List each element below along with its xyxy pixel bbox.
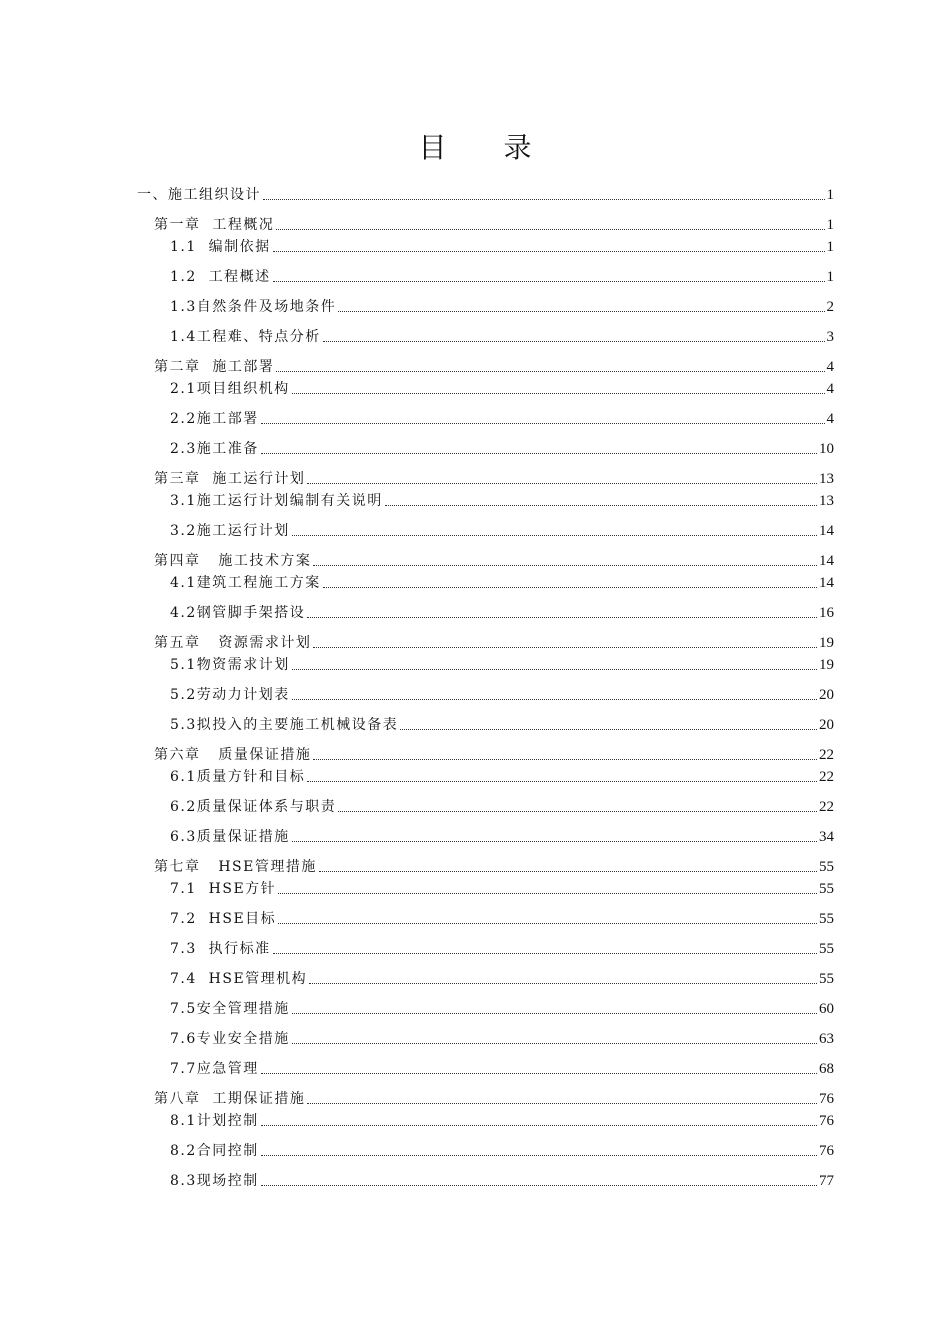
toc-leader-dots bbox=[261, 423, 825, 424]
toc-section-entry[interactable] bbox=[137, 717, 834, 733]
toc-entry-label: 第二章 施工部署 bbox=[154, 359, 275, 375]
toc-page-number: 13 bbox=[819, 471, 834, 487]
toc-chapter-entry[interactable] bbox=[137, 553, 834, 569]
toc-entry-label: 4.1建筑工程施工方案 bbox=[170, 575, 321, 591]
toc-page-number: 1 bbox=[826, 217, 834, 233]
toc-entry-label: 7.2 HSE目标 bbox=[170, 911, 277, 927]
toc-section-entry[interactable] bbox=[137, 329, 834, 345]
toc-page-number: 77 bbox=[819, 1173, 834, 1189]
toc-page-number: 76 bbox=[819, 1143, 834, 1159]
toc-leader-dots bbox=[307, 1103, 817, 1104]
toc-page-number: 60 bbox=[819, 1001, 834, 1017]
toc-chapter-entry[interactable] bbox=[137, 359, 834, 375]
toc-leader-dots bbox=[261, 1185, 817, 1186]
toc-page-number: 76 bbox=[819, 1113, 834, 1129]
toc-page-number: 19 bbox=[819, 635, 834, 651]
toc-leader-dots bbox=[273, 953, 817, 954]
toc-section-entry[interactable] bbox=[137, 1031, 834, 1047]
toc-entry-label: 6.2质量保证体系与职责 bbox=[170, 799, 337, 815]
toc-leader-dots bbox=[313, 759, 817, 760]
toc-entry-label: 4.2钢管脚手架搭设 bbox=[170, 605, 306, 621]
toc-leader-dots bbox=[292, 1013, 817, 1014]
toc-page-number: 63 bbox=[819, 1031, 834, 1047]
toc-page-number: 55 bbox=[819, 941, 834, 957]
toc-leader-dots bbox=[292, 699, 817, 700]
toc-section-entry[interactable] bbox=[137, 971, 834, 987]
toc-entry-label: 第七章 HSE管理措施 bbox=[154, 859, 317, 875]
toc-part-entry[interactable] bbox=[137, 187, 834, 203]
toc-leader-dots bbox=[278, 893, 817, 894]
toc-chapter-entry[interactable] bbox=[137, 859, 834, 875]
toc-page-number: 68 bbox=[819, 1061, 834, 1077]
table-of-contents bbox=[137, 187, 834, 1189]
toc-entry-label: 7.1 HSE方针 bbox=[170, 881, 277, 897]
toc-entry-label: 5.1物资需求计划 bbox=[170, 657, 290, 673]
toc-entry-label: 6.3质量保证措施 bbox=[170, 829, 290, 845]
toc-entry-label: 1.1 编制依据 bbox=[170, 239, 271, 255]
toc-section-entry[interactable] bbox=[137, 1143, 834, 1159]
toc-page-number: 4 bbox=[826, 411, 834, 427]
toc-page-number: 3 bbox=[826, 329, 834, 345]
toc-page-number: 2 bbox=[826, 299, 834, 315]
toc-section-entry[interactable] bbox=[137, 1113, 834, 1129]
toc-leader-dots bbox=[307, 781, 817, 782]
toc-leader-dots bbox=[400, 729, 817, 730]
toc-leader-dots bbox=[263, 199, 825, 200]
toc-page-number: 55 bbox=[819, 971, 834, 987]
toc-entry-label: 3.2施工运行计划 bbox=[170, 523, 290, 539]
toc-section-entry[interactable] bbox=[137, 881, 834, 897]
toc-leader-dots bbox=[313, 565, 817, 566]
toc-section-entry[interactable] bbox=[137, 941, 834, 957]
toc-page-number: 20 bbox=[819, 717, 834, 733]
toc-section-entry[interactable] bbox=[137, 381, 834, 397]
toc-section-entry[interactable] bbox=[137, 769, 834, 785]
toc-entry-label: 7.7应急管理 bbox=[170, 1061, 259, 1077]
toc-section-entry[interactable] bbox=[137, 441, 834, 457]
toc-entry-label: 第五章 资源需求计划 bbox=[154, 635, 312, 651]
toc-page-number: 1 bbox=[826, 239, 834, 255]
toc-leader-dots bbox=[323, 587, 817, 588]
toc-section-entry[interactable] bbox=[137, 575, 834, 591]
toc-page-number: 10 bbox=[819, 441, 834, 457]
toc-entry-label: 2.3施工准备 bbox=[170, 441, 259, 457]
toc-leader-dots bbox=[261, 1155, 817, 1156]
toc-page-number: 55 bbox=[819, 859, 834, 875]
toc-entry-label: 7.6专业安全措施 bbox=[170, 1031, 290, 1047]
toc-leader-dots bbox=[323, 341, 825, 342]
toc-entry-label: 2.2施工部署 bbox=[170, 411, 259, 427]
toc-section-entry[interactable] bbox=[137, 687, 834, 703]
toc-section-entry[interactable] bbox=[137, 269, 834, 285]
toc-section-entry[interactable] bbox=[137, 799, 834, 815]
toc-chapter-entry[interactable] bbox=[137, 747, 834, 763]
toc-page-number: 55 bbox=[819, 911, 834, 927]
toc-entry-label: 7.5安全管理措施 bbox=[170, 1001, 290, 1017]
toc-page-number: 22 bbox=[819, 769, 834, 785]
toc-page-number: 76 bbox=[819, 1091, 834, 1107]
toc-leader-dots bbox=[278, 923, 817, 924]
toc-entry-label: 5.2劳动力计划表 bbox=[170, 687, 290, 703]
toc-leader-dots bbox=[307, 617, 817, 618]
toc-chapter-entry[interactable] bbox=[137, 1091, 834, 1107]
toc-leader-dots bbox=[338, 311, 824, 312]
toc-entry-label: 2.1项目组织机构 bbox=[170, 381, 290, 397]
toc-section-entry[interactable] bbox=[137, 239, 834, 255]
toc-page-number: 55 bbox=[819, 881, 834, 897]
toc-entry-label: 1.4工程难、特点分析 bbox=[170, 329, 321, 345]
toc-section-entry[interactable] bbox=[137, 299, 834, 315]
toc-chapter-entry[interactable] bbox=[137, 635, 834, 651]
toc-page-number: 19 bbox=[819, 657, 834, 673]
toc-chapter-entry[interactable] bbox=[137, 217, 834, 233]
toc-section-entry[interactable] bbox=[137, 829, 834, 845]
toc-leader-dots bbox=[338, 811, 817, 812]
toc-entry-label: 8.2合同控制 bbox=[170, 1143, 259, 1159]
toc-section-entry[interactable] bbox=[137, 523, 834, 539]
toc-page-number: 14 bbox=[819, 553, 834, 569]
toc-entry-label: 第四章 施工技术方案 bbox=[154, 553, 312, 569]
toc-leader-dots bbox=[307, 483, 817, 484]
toc-entry-label: 第三章 施工运行计划 bbox=[154, 471, 306, 487]
toc-page-number: 16 bbox=[819, 605, 834, 621]
toc-section-entry[interactable] bbox=[137, 1061, 834, 1077]
toc-entry-label: 8.3现场控制 bbox=[170, 1173, 259, 1189]
toc-section-entry[interactable] bbox=[137, 911, 834, 927]
toc-page-number: 34 bbox=[819, 829, 834, 845]
toc-chapter-entry[interactable] bbox=[137, 471, 834, 487]
toc-page-number: 14 bbox=[819, 575, 834, 591]
toc-leader-dots bbox=[273, 281, 825, 282]
toc-entry-label: 8.1计划控制 bbox=[170, 1113, 259, 1129]
toc-leader-dots bbox=[261, 453, 817, 454]
toc-section-entry[interactable] bbox=[137, 1001, 834, 1017]
toc-page-number: 4 bbox=[826, 381, 834, 397]
toc-entry-label: 5.3拟投入的主要施工机械设备表 bbox=[170, 717, 399, 733]
toc-leader-dots bbox=[292, 841, 817, 842]
toc-entry-label: 7.3 执行标准 bbox=[170, 941, 271, 957]
toc-page-number: 22 bbox=[819, 799, 834, 815]
toc-entry-label: 3.1施工运行计划编制有关说明 bbox=[170, 493, 383, 509]
toc-page-number: 1 bbox=[826, 269, 834, 285]
toc-section-entry[interactable] bbox=[137, 657, 834, 673]
toc-section-entry[interactable] bbox=[137, 605, 834, 621]
toc-leader-dots bbox=[292, 1043, 817, 1044]
toc-page-number: 13 bbox=[819, 493, 834, 509]
toc-entry-label: 1.3自然条件及场地条件 bbox=[170, 299, 337, 315]
toc-section-entry[interactable] bbox=[137, 1173, 834, 1189]
toc-entry-label: 7.4 HSE管理机构 bbox=[170, 971, 308, 987]
toc-leader-dots bbox=[261, 1125, 817, 1126]
toc-leader-dots bbox=[276, 371, 824, 372]
toc-leader-dots bbox=[319, 871, 817, 872]
toc-leader-dots bbox=[292, 669, 817, 670]
toc-leader-dots bbox=[292, 535, 817, 536]
toc-leader-dots bbox=[385, 505, 817, 506]
toc-leader-dots bbox=[273, 251, 825, 252]
toc-entry-label: 1.2 工程概述 bbox=[170, 269, 271, 285]
toc-page-number: 22 bbox=[819, 747, 834, 763]
toc-page-number: 1 bbox=[826, 187, 834, 203]
toc-leader-dots bbox=[261, 1073, 817, 1074]
toc-entry-label: 6.1质量方针和目标 bbox=[170, 769, 306, 785]
toc-leader-dots bbox=[313, 647, 817, 648]
toc-entry-label: 第一章 工程概况 bbox=[154, 217, 275, 233]
toc-page-number: 4 bbox=[826, 359, 834, 375]
toc-entry-label: 第六章 质量保证措施 bbox=[154, 747, 312, 763]
toc-section-entry[interactable] bbox=[137, 411, 834, 427]
toc-section-entry[interactable] bbox=[137, 493, 834, 509]
toc-entry-label: 第八章 工期保证措施 bbox=[154, 1091, 306, 1107]
page-title: 目 录 bbox=[418, 131, 556, 164]
toc-leader-dots bbox=[309, 983, 817, 984]
toc-leader-dots bbox=[292, 393, 825, 394]
toc-page-number: 20 bbox=[819, 687, 834, 703]
toc-leader-dots bbox=[276, 229, 824, 230]
toc-entry-label: 一、施工组织设计 bbox=[137, 187, 261, 203]
toc-page-number: 14 bbox=[819, 523, 834, 539]
